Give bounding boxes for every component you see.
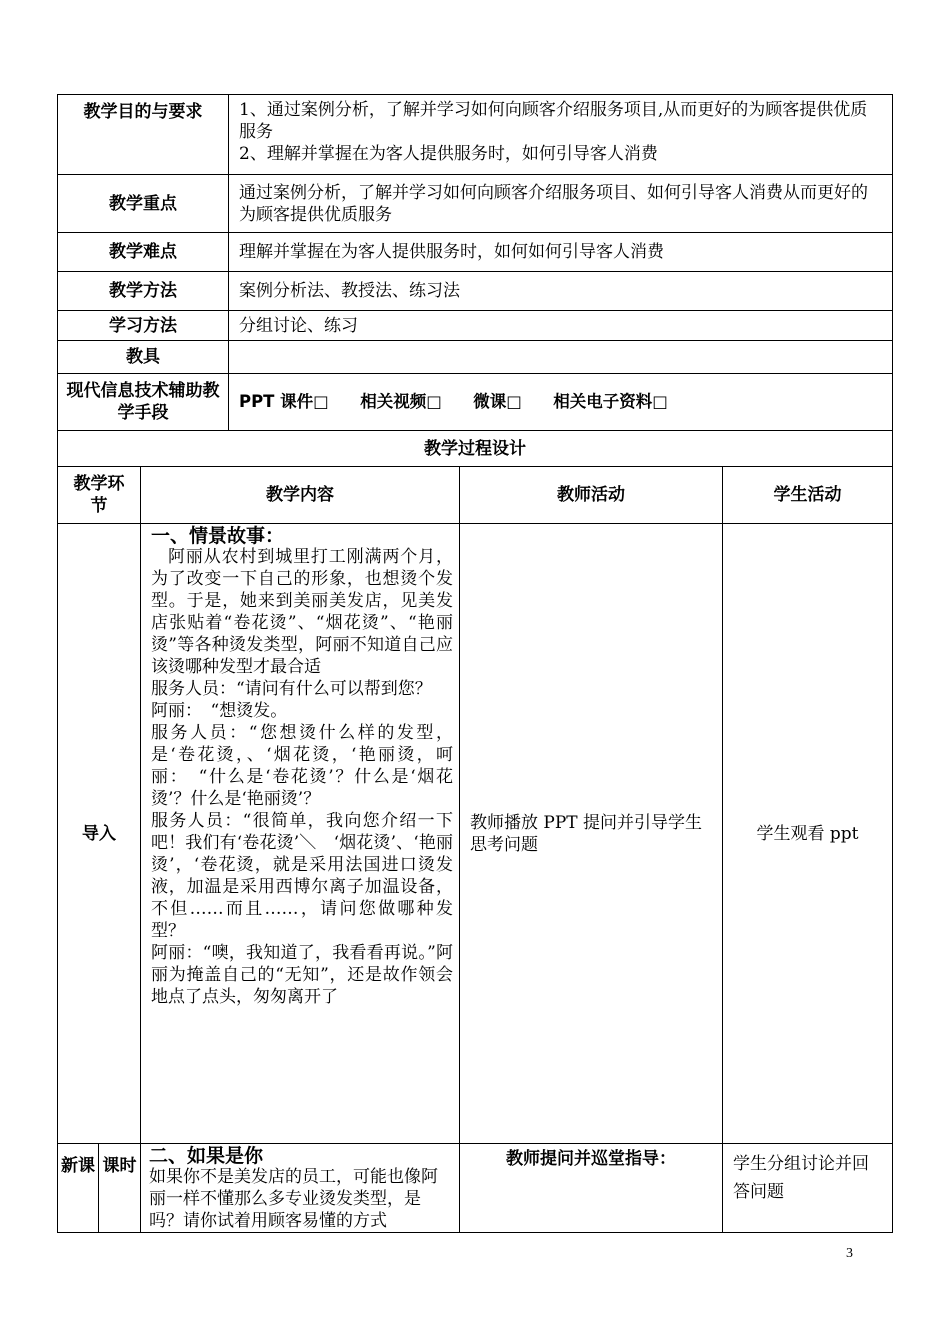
- header-teacher: 教师活动: [460, 467, 723, 524]
- intro-content: [141, 524, 460, 1144]
- page-number: 3: [846, 1246, 853, 1261]
- teaching-aids-row: [58, 341, 893, 374]
- option-ppt[interactable]: PPT 课件□: [239, 392, 329, 411]
- difficulty-row: [58, 233, 893, 272]
- story-paragraph-2: 服务人员：“请问有什么可以帮到您？: [151, 679, 432, 699]
- new-lesson-content: [141, 1144, 460, 1233]
- key-point-label: 教学重点: [58, 175, 229, 233]
- tech-aids-options: [229, 374, 893, 431]
- new-lesson-period: 课时: [99, 1144, 141, 1233]
- tech-aids-label: 现代信息技术辅助教学手段: [58, 374, 229, 431]
- objective-row: [58, 95, 893, 175]
- objective-line-1: 1、通过案例分析，了解并学习如何向顾客介绍服务项目,从而更好的为顾客提供优质服务: [239, 100, 868, 142]
- new-lesson-heading: 二、如果是你: [149, 1145, 264, 1167]
- teaching-method-label: 教学方法: [58, 272, 229, 311]
- learning-method-row: [58, 311, 893, 341]
- option-e-materials[interactable]: 相关电子资料□: [553, 392, 668, 411]
- header-student: 学生活动: [723, 467, 893, 524]
- key-point-row: [58, 175, 893, 233]
- difficulty-label: 教学难点: [58, 233, 229, 272]
- teaching-aids-label: 教具: [58, 341, 229, 374]
- difficulty-value: 理解并掌握在为客人提供服务时，如何如何引导客人消费: [229, 233, 893, 272]
- new-lesson-text: 如果你不是美发店的员工，可能也像阿丽一样不懂那么多专业烫发类型，是吗？请你试着用顾客易懂的方式: [149, 1167, 438, 1231]
- key-point-value: 通过案例分析，了解并学习如何向顾客介绍服务项目、如何引导客人消费从而更好的为顾客提供优质服务: [229, 175, 893, 233]
- option-video[interactable]: 相关视频□: [360, 392, 442, 411]
- option-microlesson[interactable]: 微课□: [473, 392, 522, 411]
- new-lesson-teacher-activity: 教师提问并巡堂指导：: [460, 1144, 723, 1233]
- teaching-process-table: [57, 430, 893, 1233]
- learning-method-value: 分组讨论、练习: [229, 311, 893, 341]
- story-paragraph-4: 服务人员：“您想烫什么样的发型，是‘卷花烫，、‘烟花烫，‘艳丽烫，呵丽： “什么是‘卷花烫’？什么是‘烟花烫’？什么是‘艳丽烫’？: [151, 723, 453, 809]
- teaching-method-row: [58, 272, 893, 311]
- story-paragraph-3: 阿丽： “想烫发。: [151, 701, 288, 721]
- intro-stage: 导入: [58, 524, 141, 1144]
- lesson-info-table: [57, 94, 893, 431]
- new-lesson-stage: 新课: [58, 1144, 99, 1233]
- objective-line-2: 2、理解并掌握在为客人提供服务时，如何引导客人消费: [239, 144, 658, 164]
- process-title-row: [58, 431, 893, 467]
- story-paragraph-6: 阿丽：“噢，我知道了，我看看再说。”阿丽为掩盖自己的“无知”，还是故作领会地点了点头，匆匆离开了: [151, 943, 453, 1007]
- process-header-row: [58, 467, 893, 524]
- intro-student-activity: 学生观看 ppt: [723, 524, 893, 1144]
- intro-row: [58, 524, 893, 1144]
- teaching-method-value: 案例分析法、教授法、练习法: [229, 272, 893, 311]
- process-title: 教学过程设计: [58, 431, 893, 467]
- tech-aids-row: [58, 374, 893, 431]
- header-stage: 教学环节: [58, 467, 141, 524]
- intro-teacher-activity: 教师播放 PPT 提问并引导学生思考问题: [460, 524, 723, 1144]
- new-lesson-student-activity: 学生分组讨论并回答问题: [723, 1144, 893, 1233]
- objective-label: 教学目的与要求: [58, 95, 229, 175]
- objective-value: [229, 95, 893, 175]
- story-paragraph-5: 服务人员：“很简单，我向您介绍一下吧！我们有‘卷花烫’＼ ‘烟花烫’、‘艳丽烫’，‘卷花烫，就是采用法国进口烫发液，加温是采用西博尔离子加温设备，不但……而且……，请问您做哪种发型？: [151, 811, 453, 941]
- intro-heading: 一、情景故事：: [151, 525, 285, 547]
- story-paragraph-1: 阿丽从农村到城里打工刚满两个月，为了改变一下自己的形象，也想烫个发型。于是，她来到美丽美发店，见美发店张贴着“卷花烫”、“烟花烫”、“艳丽烫”等各种烫发类型，阿丽不知道自己应该烫哪种发型才最合适: [151, 547, 453, 677]
- new-lesson-row: [58, 1144, 893, 1233]
- learning-method-label: 学习方法: [58, 311, 229, 341]
- teaching-aids-value: [229, 341, 893, 374]
- header-content: 教学内容: [141, 467, 460, 524]
